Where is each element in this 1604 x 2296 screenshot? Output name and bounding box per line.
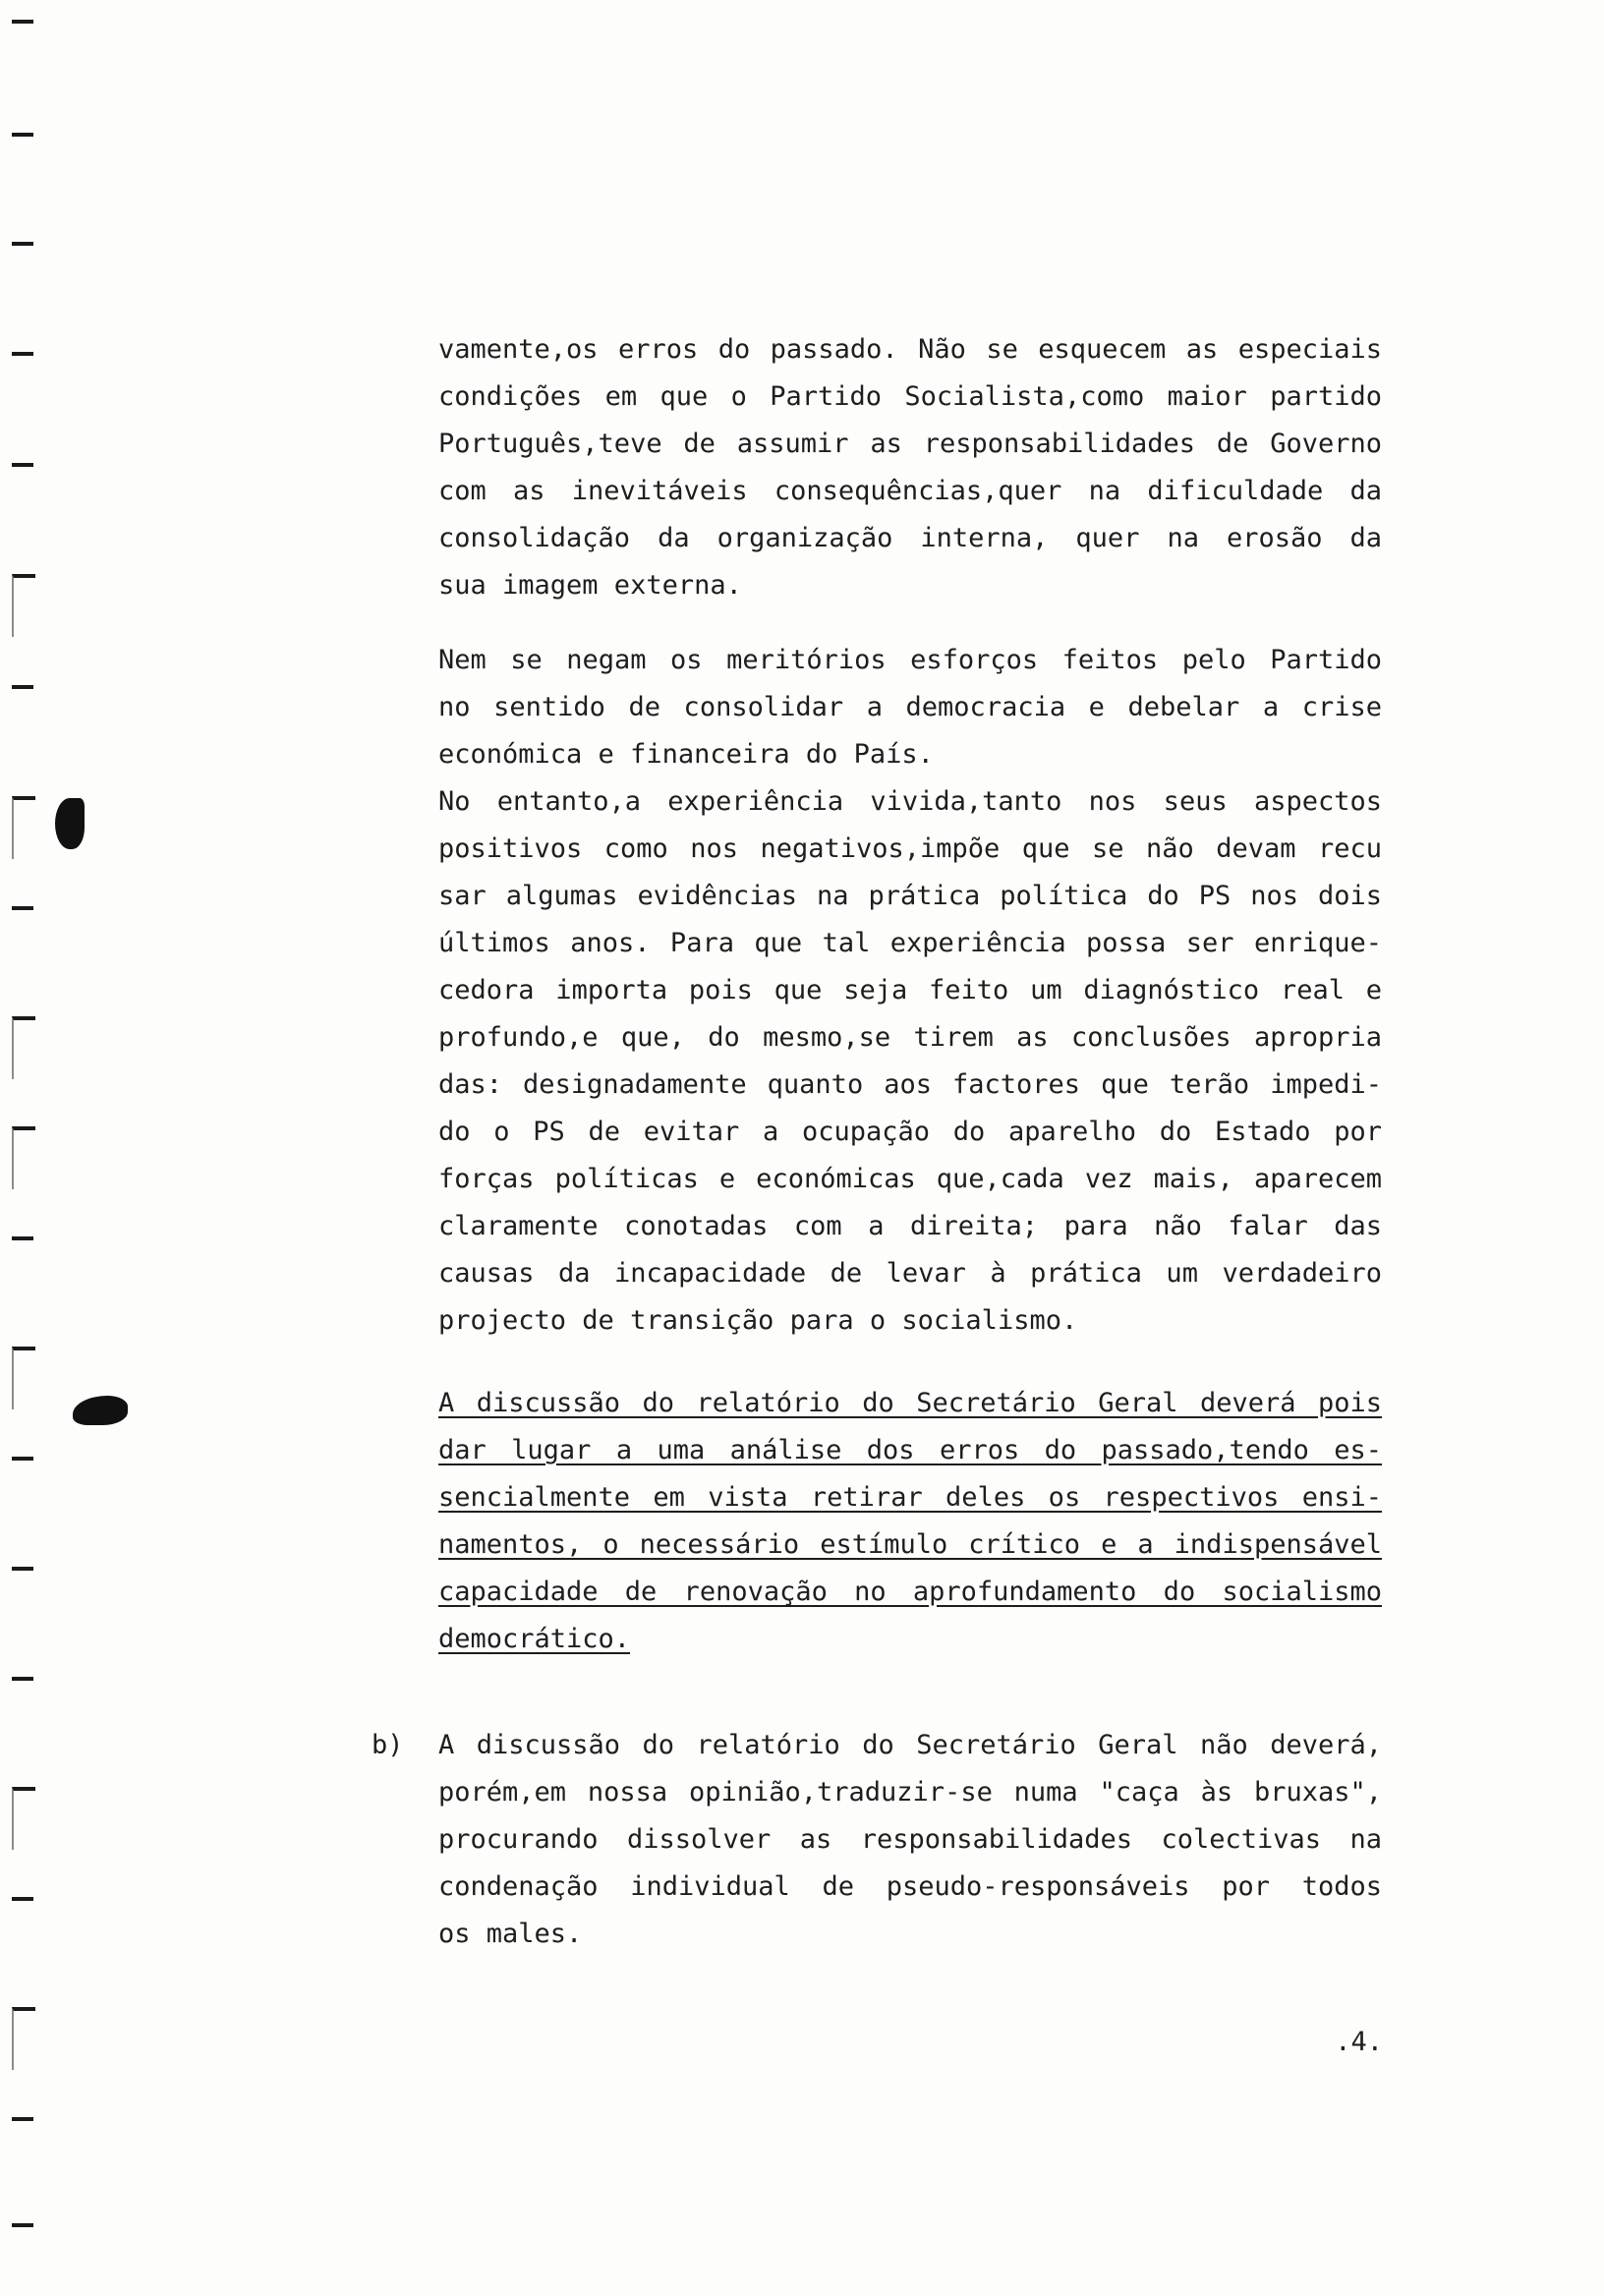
text-line: democrático. [438, 1624, 631, 1654]
binder-mark [12, 352, 33, 356]
text-line: dar lugar a uma análise dos erros do passado,tendo es- [438, 1435, 1382, 1465]
binder-mark [12, 2223, 33, 2227]
text-line: condições em que o Partido Socialista,como maior partido [438, 381, 1382, 412]
paragraph-1 [438, 326, 1382, 609]
text-line: claramente conotadas com a direita; para não falar das [438, 1211, 1382, 1241]
text-line: no sentido de consolidar a democracia e debelar a crise [438, 692, 1382, 722]
binder-mark [12, 1677, 33, 1681]
page-number: .4. [1335, 2027, 1383, 2057]
binder-mark [12, 685, 33, 689]
paragraph-2 [438, 637, 1382, 1345]
text-line: No entanto,a experiência vivida,tanto nos seus aspectos [438, 786, 1382, 817]
binder-margin [0, 0, 69, 2296]
binder-mark [12, 1457, 33, 1461]
text-line: Nem se negam os meritórios esforços feitos pelo Partido [438, 645, 1382, 675]
text-line: do o PS de evitar a ocupação do aparelho do Estado por [438, 1117, 1382, 1147]
text-line: consolidação da organização interna, quer na erosão da [438, 523, 1382, 553]
text-line: profundo,e que, do mesmo,se tirem as conclusões apropria [438, 1022, 1382, 1053]
paragraph-b [438, 1722, 1382, 1958]
text-line: namentos, o necessário estímulo crítico e a indispensável [438, 1529, 1382, 1560]
text-line: A discussão do relatório do Secretário Geral deverá pois [438, 1388, 1382, 1418]
binder-mark [12, 1236, 33, 1240]
text-line: os males. [438, 1919, 583, 1949]
binder-mark [12, 20, 33, 24]
text-line: sar algumas evidências na prática política do PS nos dois [438, 881, 1382, 911]
text-line: causas da incapacidade de levar à prática um verdadeiro [438, 1258, 1382, 1289]
binder-bracket [12, 1347, 35, 1409]
binder-bracket [12, 2007, 35, 2070]
binder-mark [12, 1567, 33, 1571]
binder-mark [12, 2117, 33, 2121]
text-line: capacidade de renovação no aprofundamento do socialismo [438, 1577, 1382, 1607]
text-line: condenação individual de pseudo-responsáveis por todos [438, 1871, 1382, 1902]
text-line: A discussão do relatório do Secretário Geral não deverá, [438, 1730, 1382, 1760]
text-line: forças políticas e económicas que,cada vez mais, aparecem [438, 1164, 1382, 1194]
binder-bracket [12, 1016, 35, 1079]
text-line: das: designadamente quanto aos factores que terão impedi- [438, 1069, 1382, 1100]
text-line: com as inevitáveis consequências,quer na dificuldade da [438, 476, 1382, 506]
text-line: porém,em nossa opinião,traduzir-se numa "caça às bruxas", [438, 1777, 1382, 1808]
text-line: sencialmente em vista retirar deles os respectivos ensi- [438, 1482, 1382, 1513]
text-line: económica e financeira do País. [438, 739, 934, 770]
binder-bracket [12, 1787, 35, 1850]
list-marker-b: b) [372, 1730, 404, 1760]
punch-hole-mark [55, 798, 85, 849]
binder-bracket [12, 796, 35, 859]
binder-bracket [12, 1126, 35, 1189]
punch-hole-mark [73, 1396, 128, 1425]
binder-mark [12, 463, 33, 467]
text-line: positivos como nos negativos,impõe que se não devam recu [438, 833, 1382, 864]
binder-mark [12, 133, 33, 137]
binder-bracket [12, 574, 35, 637]
binder-mark [12, 906, 33, 910]
text-line: sua imagem externa. [438, 570, 742, 601]
text-line: cedora importa pois que seja feito um diagnóstico real e [438, 975, 1382, 1005]
binder-mark [12, 242, 33, 246]
text-line: vamente,os erros do passado. Não se esquecem as especiais [438, 334, 1382, 365]
text-line: projecto de transição para o socialismo. [438, 1305, 1078, 1336]
text-line: últimos anos. Para que tal experiência possa ser enrique- [438, 928, 1382, 958]
text-line: procurando dissolver as responsabilidades colectivas na [438, 1824, 1382, 1855]
underlined-paragraph [438, 1380, 1382, 1663]
text-line: Português,teve de assumir as responsabilidades de Governo [438, 429, 1382, 459]
binder-mark [12, 1897, 33, 1901]
